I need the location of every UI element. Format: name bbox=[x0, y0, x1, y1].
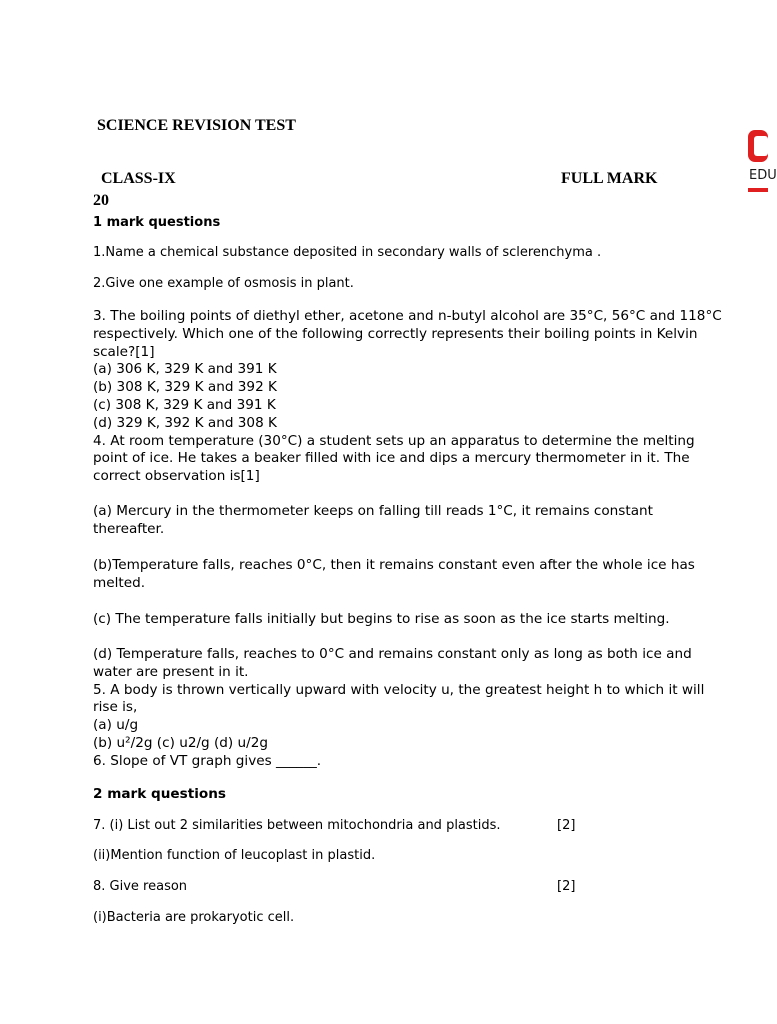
text-line: respectively. Which one of the following correctly represents their boiling points in Kelvin bbox=[93, 325, 698, 342]
logo-text: EDU bbox=[749, 168, 777, 183]
section-two-mark-heading: 2 mark questions bbox=[93, 786, 226, 802]
question-2: 2.Give one example of osmosis in plant. bbox=[93, 276, 354, 291]
text-line: scale?[1] bbox=[93, 343, 155, 360]
question-4-option-a bbox=[93, 503, 668, 539]
section-one-mark-heading: 1 mark questions bbox=[93, 215, 221, 230]
full-mark-label: FULL MARK bbox=[561, 170, 658, 187]
text-line: water are present in it. bbox=[93, 663, 249, 680]
text-line: (b) u²/2g (c) u2/g (d) u/2g bbox=[93, 734, 269, 751]
logo-glyph-icon bbox=[748, 128, 768, 164]
text-line: (a) Mercury in the thermometer keeps on falling till reads 1°C, it remains constant bbox=[93, 503, 653, 519]
question-8-marks: [2] bbox=[557, 879, 576, 894]
text-line: (a) 306 K, 329 K and 391 K bbox=[93, 361, 277, 378]
text-line: (c) The temperature falls initially but begins to rise as soon as the ice starts melting. bbox=[93, 611, 670, 627]
question-7-marks: [2] bbox=[557, 818, 576, 833]
text-line: correct observation is[1] bbox=[93, 468, 260, 485]
text-line: (d) Temperature falls, reaches to 0°C and remains constant only as long as both ice and bbox=[93, 646, 692, 662]
text-line: rise is, bbox=[93, 699, 138, 716]
question-7-part-i: 7. (i) List out 2 similarities between mitochondria and plastids. bbox=[93, 818, 501, 833]
question-8: 8. Give reason bbox=[93, 879, 188, 894]
question-8-part-i: (i)Bacteria are prokaryotic cell. bbox=[93, 910, 295, 925]
logo-underline bbox=[748, 188, 768, 192]
question-4-option-b bbox=[93, 557, 695, 593]
text-line: (c) 308 K, 329 K and 391 K bbox=[93, 396, 276, 413]
class-label: CLASS-IX bbox=[101, 170, 176, 187]
question-1: 1.Name a chemical substance deposited in secondary walls of sclerenchyma . bbox=[93, 245, 602, 260]
question-4-option-c bbox=[93, 611, 668, 629]
full-mark-value: 20 bbox=[93, 192, 109, 209]
text-line: 3. The boiling points of diethyl ether, acetone and n-butyl alcohol are 35°C, 56°C and 118°C bbox=[93, 308, 722, 324]
text-line: (b)Temperature falls, reaches 0°C, then it remains constant even after the whole ice has bbox=[93, 557, 695, 573]
text-line: 4. At room temperature (30°C) a student sets up an apparatus to determine the melting bbox=[93, 432, 695, 449]
text-line: point of ice. He takes a beaker filled with ice and dips a mercury thermometer in it. The bbox=[93, 450, 690, 467]
text-line: (a) u/g bbox=[93, 717, 139, 734]
test-title: SCIENCE REVISION TEST bbox=[97, 117, 296, 134]
text-line: 6. Slope of VT graph gives ______. bbox=[93, 752, 322, 769]
text-line: thereafter. bbox=[93, 520, 165, 537]
question-3-4-block bbox=[93, 308, 722, 486]
text-line: (d) 329 K, 392 K and 308 K bbox=[93, 414, 277, 431]
question-7-part-ii: (ii)Mention function of leucoplast in plastid. bbox=[93, 848, 376, 863]
question-4-5-6-block bbox=[93, 646, 705, 771]
text-line: 5. A body is thrown vertically upward with velocity u, the greatest height h to which it will bbox=[93, 681, 705, 698]
text-line: (b) 308 K, 329 K and 392 K bbox=[93, 379, 277, 396]
text-line: melted. bbox=[93, 574, 146, 591]
